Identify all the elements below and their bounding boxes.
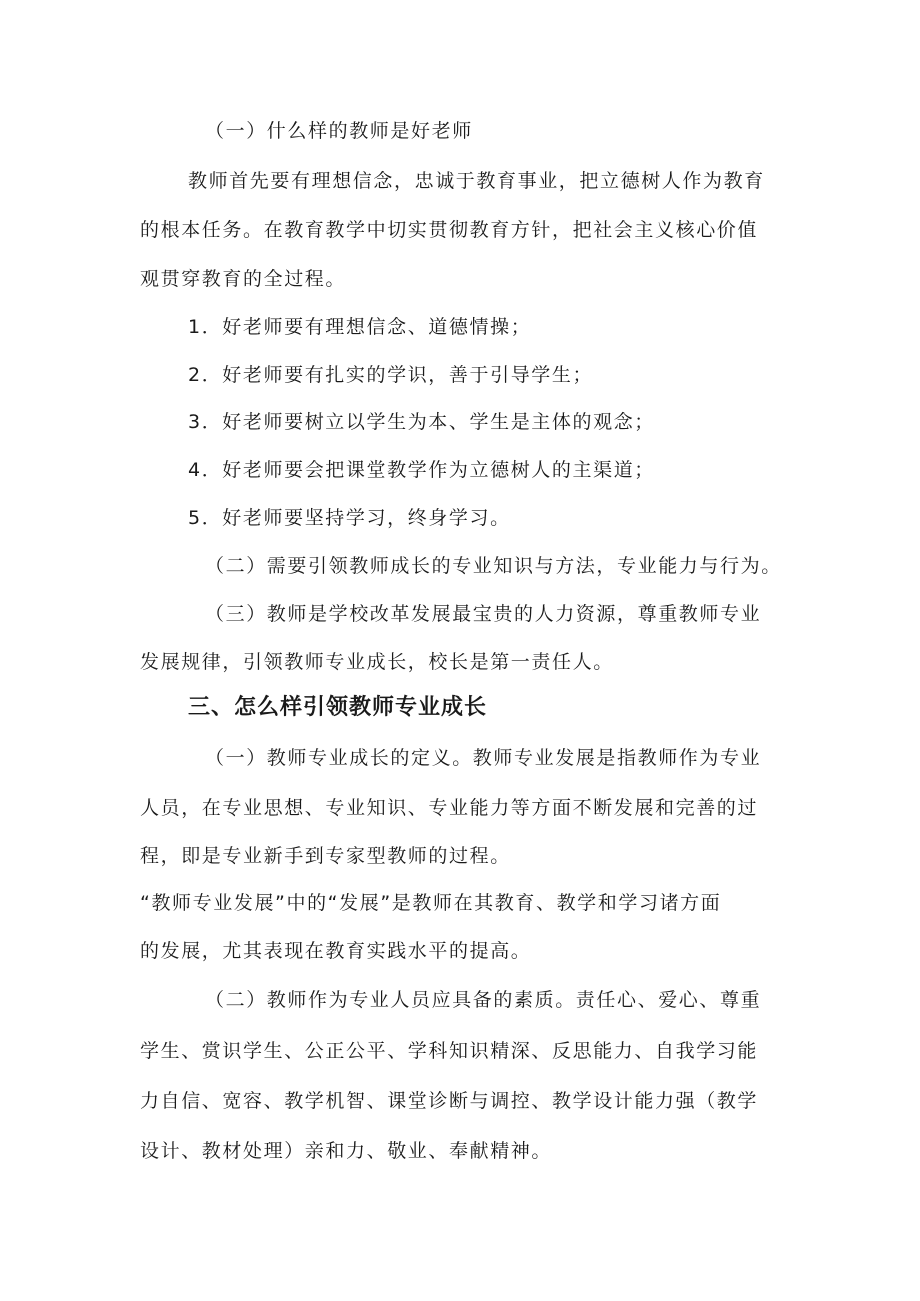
paragraph-line: （三）教师是学校改革发展最宝贵的人力资源，尊重教师专业 bbox=[205, 603, 762, 625]
paragraph-line: 观贯穿教育的全过程。 bbox=[140, 268, 347, 290]
paragraph-line: 力自信、宽容、教学机智、课堂诊断与调控、教学设计能力强（教学 bbox=[140, 1090, 759, 1112]
list-item-4: 4．好老师要会把课堂教学作为立德树人的主渠道； bbox=[188, 459, 655, 481]
list-item-1: 1．好老师要有理想信念、道德情操； bbox=[188, 316, 532, 338]
list-item-2: 2．好老师要有扎实的学识，善于引导学生； bbox=[188, 364, 594, 386]
subheading-1: （一）什么样的教师是好老师 bbox=[205, 120, 473, 142]
paragraph-line: 人员，在专业思想、专业知识、专业能力等方面不断发展和完善的过 bbox=[140, 797, 759, 819]
list-item-3: 3．好老师要树立以学生为本、学生是主体的观念； bbox=[188, 411, 655, 433]
paragraph-line: 学生、赏识学生、公正公平、学科知识精深、反思能力、自我学习能 bbox=[140, 1040, 759, 1062]
subheading-2: （二）需要引领教师成长的专业知识与方法，专业能力与行为。 bbox=[205, 555, 782, 577]
paragraph-line: 的发展，尤其表现在教育实践水平的提高。 bbox=[140, 940, 532, 962]
paragraph-line: 设计、教材处理）亲和力、敬业、奉献精神。 bbox=[140, 1140, 553, 1162]
list-item-5: 5．好老师要坚持学习，终身学习。 bbox=[188, 507, 511, 529]
paragraph-line: 程，即是专业新手到专家型教师的过程。 bbox=[140, 845, 511, 867]
paragraph-line: （一）教师专业成长的定义。教师专业发展是指教师作为专业 bbox=[205, 747, 762, 769]
paragraph-line: “教师专业发展”中的“发展”是教师在其教育、教学和学习诸方面 bbox=[140, 892, 722, 914]
paragraph-line: 发展规律，引领教师专业成长，校长是第一责任人。 bbox=[140, 651, 614, 673]
paragraph-line: 的根本任务。在教育教学中切实贯彻教育方针，把社会主义核心价值 bbox=[140, 219, 759, 241]
paragraph-line: （二）教师作为专业人员应具备的素质。责任心、爱心、尊重 bbox=[205, 989, 762, 1011]
section-heading: 三、怎么样引领教师专业成长 bbox=[188, 695, 488, 720]
paragraph-line: 教师首先要有理想信念，忠诚于教育事业，把立德树人作为教育 bbox=[188, 170, 765, 192]
